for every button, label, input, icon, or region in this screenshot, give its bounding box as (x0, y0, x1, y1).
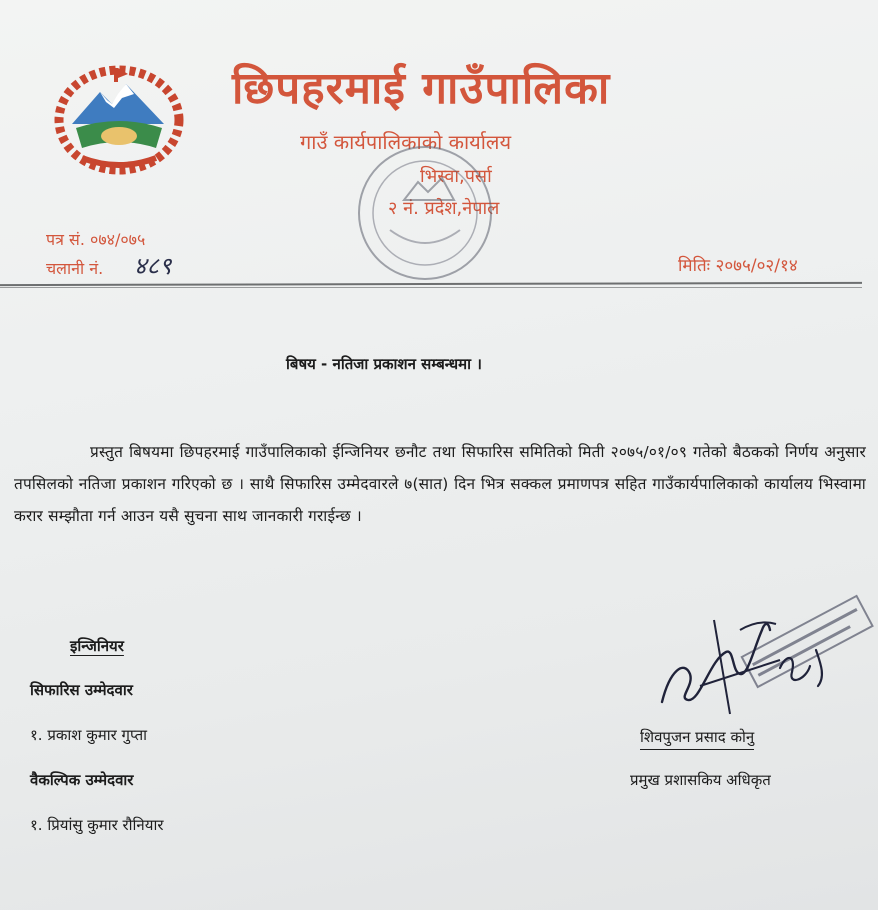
recommended-candidate-label: सिफारिस उम्मेदवार (30, 681, 133, 699)
office-location: भिस्वा,पर्सा (420, 166, 492, 187)
org-name: छिपहरमाई गाउँपालिका (232, 63, 611, 114)
nepal-emblem-icon (52, 62, 186, 180)
signature-and-stamp (630, 590, 878, 730)
office-name: गाउँ कार्यपालिकाको कार्यालय (300, 130, 512, 154)
letter-body: प्रस्तुत बिषयमा छिपहरमाई गाउँपालिकाको ईन्जिनियर छनौट तथा सिफारिस समितिको मिती २०७५/०१/०९ गतेको बैठकको निर्णय अनुसार तपसिलको नतिजा प्रकाशन गरिएको छ । साथै सिफारिस उम्मेदवारले ७(सात) दिन भित्र सक्कल प्रमाणपत्र सहित गाउँकार्यपालिकाको कार्यालय भिस्वामा करार सम्झौता गर्न आउन यसै सुचना साथ जानकारी गराईन्छ । (14, 443, 866, 525)
letter-date: मितिः २०७५/०२/१४ (678, 256, 798, 276)
signatory-name: शिवपुजन प्रसाद कोनु (640, 727, 754, 750)
reference-number: पत्र सं. ०७४/०७५ (46, 230, 146, 249)
dispatch-number-label: चलानी नं. (46, 259, 104, 278)
signatory-title: प्रमुख प्रशासकिय अधिकृत (630, 771, 771, 789)
alternate-candidate-label: वैकल्पिक उम्मेदवार (30, 771, 134, 789)
results-heading: इन्जिनियर (70, 637, 124, 655)
header-divider-thin (0, 287, 862, 288)
office-stamp (350, 138, 500, 288)
alternate-candidate: १. प्रियांसु कुमार रौनियार (30, 816, 164, 834)
dispatch-number-value: ४८९ (134, 252, 172, 280)
province-name: २ नं. प्रदेश,नेपाल (388, 198, 500, 219)
recommended-candidate: १. प्रकाश कुमार गुप्ता (30, 726, 148, 744)
letter-subject: बिषय - नतिजा प्रकाशन सम्बन्धमा । (286, 355, 482, 373)
